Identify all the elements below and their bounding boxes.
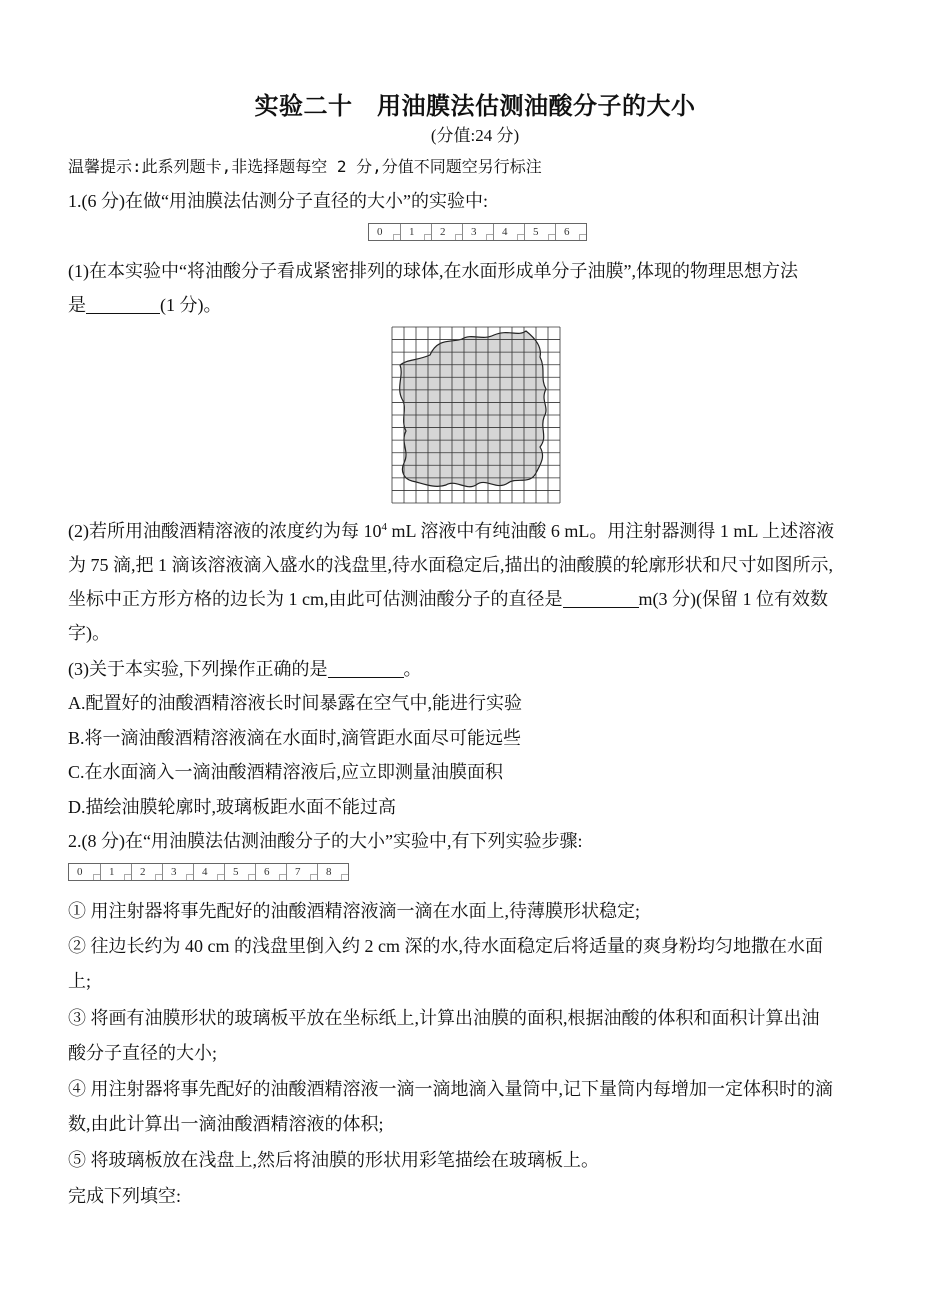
score-cell-6[interactable]: 6 <box>555 224 586 240</box>
oil-film-figure <box>390 325 562 510</box>
score-cell-4[interactable]: 4 <box>493 224 524 240</box>
q2-stem: 2.(8 分)在“用油膜法估测油酸分子的大小”实验中,有下列实验步骤: <box>68 831 583 851</box>
score-cell-1[interactable]: 1 <box>100 864 131 880</box>
q1-part3-stem <box>68 655 422 681</box>
q2-step2-line1: ② 往边长约为 40 cm 的浅盘里倒入约 2 cm 深的水,待水面稳定后将适量的爽身粉均匀地撒在水面 <box>68 936 823 956</box>
score-cell-2[interactable]: 2 <box>431 224 462 240</box>
score-cell-5[interactable]: 5 <box>224 864 255 880</box>
q1-part3-post: 。 <box>403 659 422 679</box>
score-cell-6[interactable]: 6 <box>255 864 286 880</box>
q1-part1-line1: (1)在本实验中“将油酸分子看成紧密排列的球体,在水面形成单分子油膜”,体现的物理思想方法 <box>68 261 798 281</box>
option-d: D.描绘油膜轮廓时,玻璃板距水面不能过高 <box>68 797 396 817</box>
score-cell-5[interactable]: 5 <box>524 224 555 240</box>
q2-step5: ⑤ 将玻璃板放在浅盘上,然后将油膜的形状用彩笔描绘在玻璃板上。 <box>68 1150 599 1170</box>
q1-part2-line1 <box>68 517 834 543</box>
q2-step4-line2: 数,由此计算出一滴油酸酒精溶液的体积; <box>68 1114 384 1134</box>
q1-part2-line4: 字)。 <box>68 623 110 643</box>
q2-fill-instruction: 完成下列填空: <box>68 1186 182 1206</box>
q1-answer-blank-3[interactable] <box>328 659 404 678</box>
option-b: B.将一滴油酸酒精溶液滴在水面时,滴管距水面尽可能远些 <box>68 728 522 748</box>
q2-step2-line2: 上; <box>68 971 92 991</box>
q2-step3-line1: ③ 将画有油膜形状的玻璃板平放在坐标纸上,计算出油膜的面积,根据油酸的体积和面积计算出油 <box>68 1008 820 1028</box>
q1-part1-post: (1 分)。 <box>160 295 222 315</box>
q1-part1-line2 <box>68 291 222 317</box>
score-cell-2[interactable]: 2 <box>131 864 162 880</box>
q1-answer-blank-1[interactable] <box>86 295 160 314</box>
q1-part2-line3-post: m(3 分)(保留 1 位有效数 <box>638 589 828 609</box>
score-subtitle: (分值:24 分) <box>430 126 520 145</box>
score-cell-0[interactable]: 0 <box>369 224 400 240</box>
q2-step3-line2: 酸分子直径的大小; <box>68 1043 218 1063</box>
q2-step4-line1: ④ 用注射器将事先配好的油酸酒精溶液一滴一滴地滴入量筒中,记下量筒内每增加一定体积时的滴 <box>68 1079 833 1099</box>
q2-score-bar[interactable] <box>68 863 349 881</box>
option-a: A.配置好的油酸酒精溶液长时间暴露在空气中,能进行实验 <box>68 693 522 713</box>
score-cell-7[interactable]: 7 <box>286 864 317 880</box>
exponent: 4 <box>381 521 387 533</box>
q1-part2-line2: 为 75 滴,把 1 滴该溶液滴入盛水的浅盘里,待水面稳定后,描出的油酸膜的轮廓形状和尺寸如图所示, <box>68 555 833 575</box>
score-cell-1[interactable]: 1 <box>400 224 431 240</box>
score-cell-8[interactable]: 8 <box>317 864 348 880</box>
q1-score-bar[interactable] <box>368 223 587 241</box>
q1-part2-line1b: mL 溶液中有纯油酸 6 mL。用注射器测得 1 mL 上述溶液 <box>387 521 835 541</box>
q1-part1-pre: 是 <box>68 295 86 315</box>
q1-part3-pre: (3)关于本实验,下列操作正确的是 <box>68 659 328 679</box>
q1-answer-blank-2[interactable] <box>563 589 639 608</box>
page-title: 实验二十 用油膜法估测油酸分子的大小 <box>254 92 696 120</box>
tip-line: 温馨提示:此系列题卡,非选择题每空 2 分,分值不同题空另行标注 <box>68 157 542 176</box>
option-c: C.在水面滴入一滴油酸酒精溶液后,应立即测量油膜面积 <box>68 762 504 782</box>
q1-stem: 1.(6 分)在做“用油膜法估测分子直径的大小”的实验中: <box>68 191 488 211</box>
score-cell-4[interactable]: 4 <box>193 864 224 880</box>
q1-part2-line3 <box>68 585 828 611</box>
q2-step1: ① 用注射器将事先配好的油酸酒精溶液滴一滴在水面上,待薄膜形状稳定; <box>68 901 640 921</box>
oil-film-grid-svg <box>390 325 562 505</box>
score-cell-0[interactable]: 0 <box>69 864 100 880</box>
q1-part2-line3-pre: 坐标中正方形方格的边长为 1 cm,由此可估测油酸分子的直径是 <box>68 589 563 609</box>
q1-part2-line1a: (2)若所用油酸酒精溶液的浓度约为每 10 <box>68 521 382 541</box>
score-cell-3[interactable]: 3 <box>462 224 493 240</box>
score-cell-3[interactable]: 3 <box>162 864 193 880</box>
